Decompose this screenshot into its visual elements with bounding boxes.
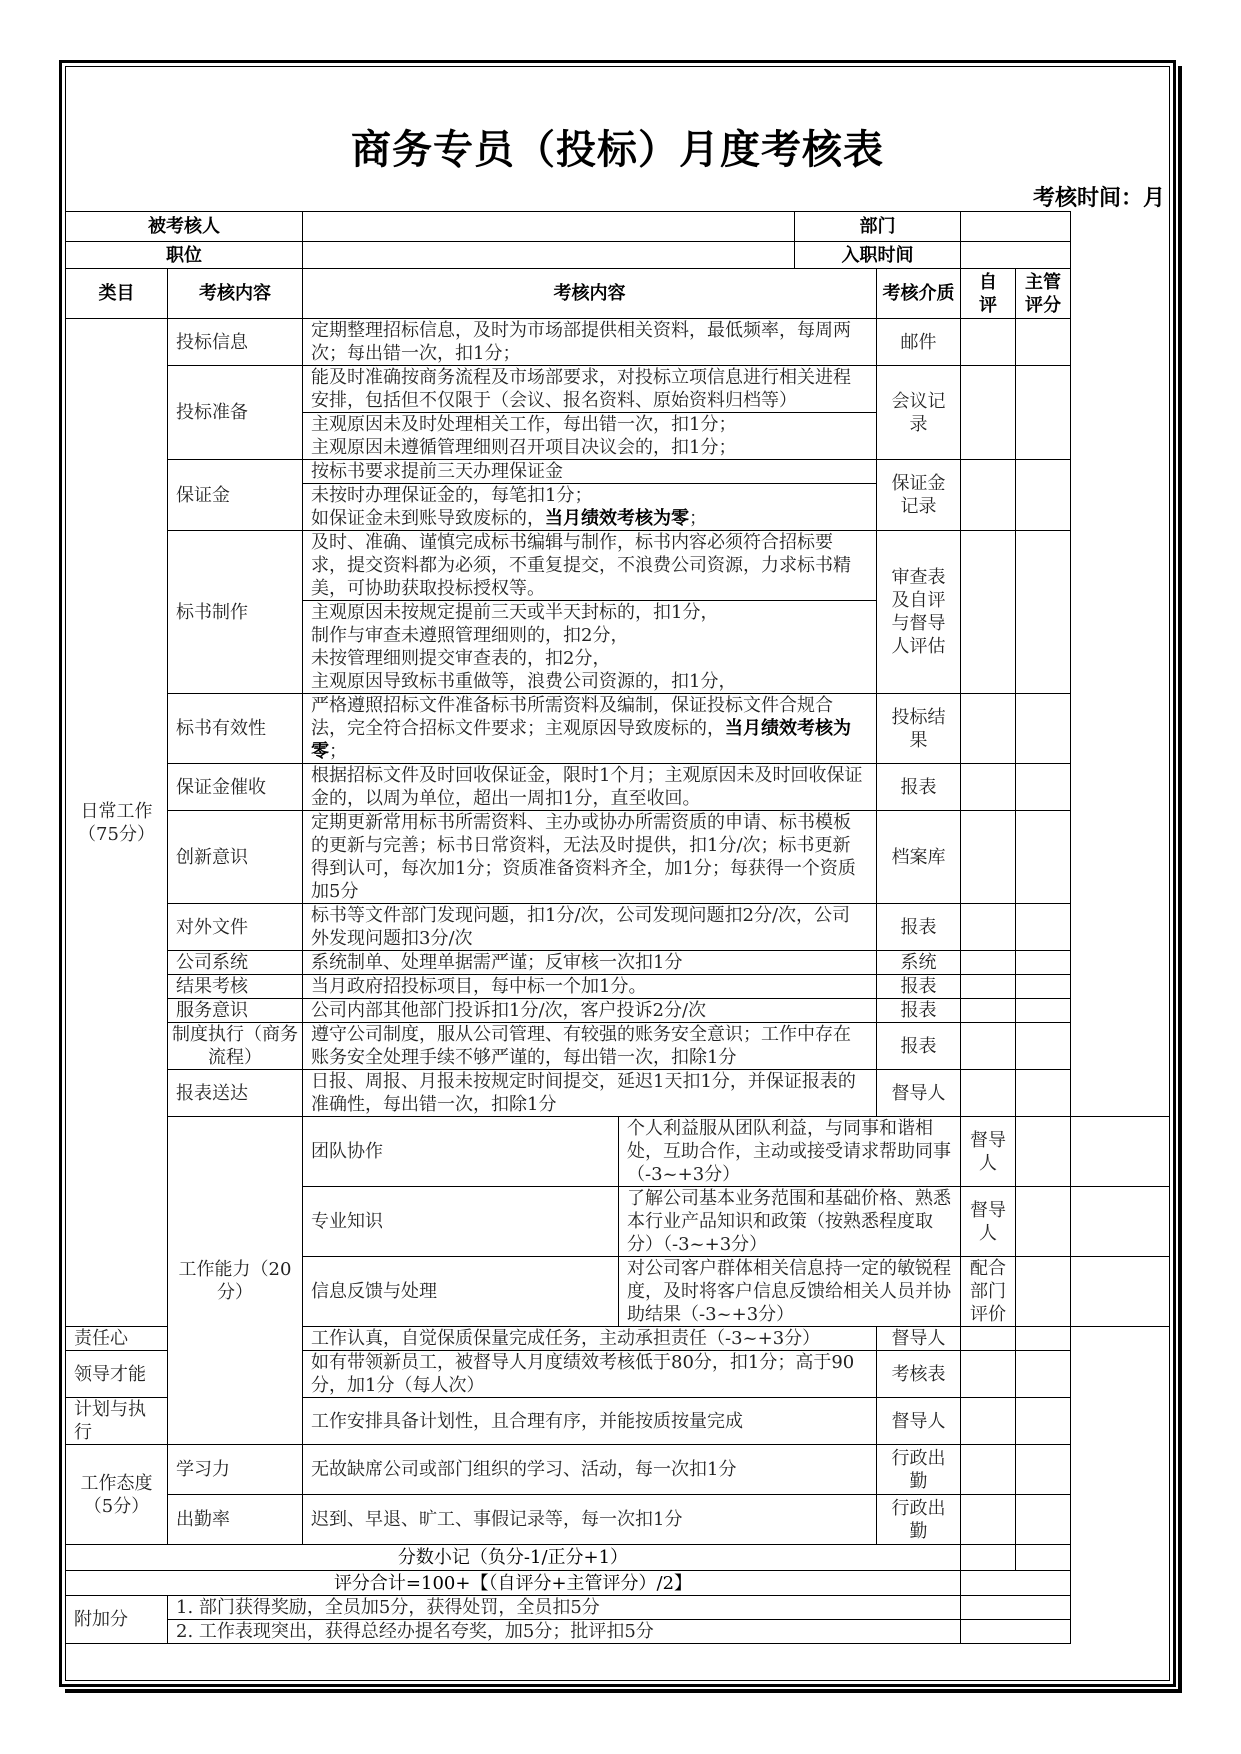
row-media: 督导人 [877, 1327, 961, 1351]
row-media: 配合部门评价 [961, 1257, 1016, 1327]
row-description: 定期更新常用标书所需资料、主办或协办所需资质的申请、标书模板的更新与完善；标书日常资料，无法及时提供，扣1分/次；标书更新得到认可，每次加1分；资质准备资料齐全，加1分；每获得一个资质加5分 [303, 811, 877, 904]
row-item: 创新意识 [168, 811, 303, 904]
header-self-score: 自评 [961, 269, 1016, 319]
row-description: 标书等文件部门发现问题，扣1分/次，公司发现问题扣2分/次，公司外发现问题扣3分/次 [303, 904, 877, 951]
row-media: 督导人 [961, 1117, 1016, 1187]
header-media: 考核介质 [877, 269, 961, 319]
table-row [66, 366, 1170, 413]
self-score-cell[interactable] [961, 951, 1016, 975]
desc-line: 主观原因未按规定提前三天或半天封标的，扣1分， [311, 602, 719, 623]
row-description: 及时、准确、谨慎完成标书编辑与制作，标书内容必须符合招标要求，提交资料都为必须，不重复提交，不浪费公司资源，力求标书精美，可协助获取投标授权等。 [303, 531, 877, 601]
row-description: 遵守公司制度，服从公司管理、有较强的账务安全意识；工作中存在账务安全处理手续不够严谨的，每出错一次，扣除1分 [303, 1023, 877, 1070]
row-media: 报表 [877, 999, 961, 1023]
manager-score-cell[interactable] [1071, 1187, 1170, 1257]
self-score-cell[interactable] [961, 1398, 1016, 1445]
assessment-table [65, 211, 1170, 1644]
header-content: 考核内容 [303, 269, 877, 319]
manager-score-cell[interactable] [1016, 1495, 1071, 1545]
self-score-cell[interactable] [961, 1327, 1016, 1351]
row-description: 能及时准确按商务流程及市场部要求，对投标立项信息进行相关进程安排，包括但不仅限于（会议、报名资料、原始资料归档等） [303, 366, 877, 413]
assessee-label: 被考核人 [66, 212, 303, 242]
row-description [303, 413, 877, 460]
bonus-item: 1. 部门获得奖励，全员加5分，获得处罚，全员扣5分 [168, 1596, 961, 1620]
row-description: 个人利益服从团队利益，与同事和谐相处，互助合作，主动或接受请求帮助同事（-3~+3分） [619, 1117, 961, 1187]
row-media: 行政出勤 [877, 1495, 961, 1545]
row-media: 投标结果 [877, 694, 961, 764]
desc-line: 主观原因未遵循管理细则召开项目决议会的，扣1分； [311, 437, 737, 458]
department-label: 部门 [795, 212, 961, 242]
row-media: 行政出勤 [877, 1445, 961, 1495]
join-date-label: 入职时间 [795, 242, 961, 269]
table-row [66, 694, 1170, 764]
row-item: 信息反馈与处理 [303, 1257, 619, 1327]
self-score-cell[interactable] [961, 1445, 1016, 1495]
manager-score-cell[interactable] [1016, 999, 1071, 1023]
table-row [66, 1495, 1170, 1545]
assessee-value[interactable] [303, 212, 795, 242]
self-score-cell[interactable] [961, 1351, 1016, 1398]
table-row [66, 460, 1170, 484]
row-media: 档案库 [877, 811, 961, 904]
manager-score-cell[interactable] [1071, 1257, 1170, 1327]
manager-score-cell[interactable] [1016, 904, 1071, 951]
row-description: 工作安排具备计划性，且合理有序，并能按质按量完成 [303, 1398, 877, 1445]
desc-line: 主观原因导致标书重做等，浪费公司资源的，扣1分， [311, 671, 737, 692]
subtotal-row [66, 1545, 1170, 1571]
self-score-cell[interactable] [961, 1495, 1016, 1545]
row-description: 无故缺席公司或部门组织的学习、活动，每一次扣1分 [303, 1445, 877, 1495]
manager-score-cell[interactable] [1016, 1070, 1071, 1117]
row-media: 督导人 [877, 1070, 961, 1117]
row-media: 报表 [877, 764, 961, 811]
manager-score-cell[interactable] [1016, 531, 1071, 694]
row-description: 迟到、早退、旷工、事假记录等，每一次扣1分 [303, 1495, 877, 1545]
row-description [303, 694, 877, 764]
row-media: 会议记录 [877, 366, 961, 460]
category-work-ability: 工作能力（20分） [168, 1117, 303, 1445]
info-row-2 [66, 242, 1170, 269]
table-row [66, 1445, 1170, 1495]
category-daily-work: 日常工作（75分） [66, 319, 168, 1327]
self-score-cell[interactable] [961, 1070, 1016, 1117]
table-row [66, 1023, 1170, 1070]
self-score-cell[interactable] [961, 1023, 1016, 1070]
row-item: 服务意识 [168, 999, 303, 1023]
desc-line: 主观原因未及时处理相关工作，每出错一次，扣1分； [311, 414, 737, 435]
bonus-item: 2. 工作表现突出，获得总经办提名夸奖，加5分；批评扣5分 [168, 1620, 961, 1644]
manager-score-cell[interactable] [1071, 1117, 1170, 1187]
row-item: 保证金催收 [168, 764, 303, 811]
row-media: 考核表 [877, 1351, 961, 1398]
row-item: 责任心 [66, 1327, 168, 1351]
row-description: 按标书要求提前三天办理保证金 [303, 460, 877, 484]
info-row-1 [66, 212, 1170, 242]
row-media: 报表 [877, 975, 961, 999]
header-row [66, 269, 1170, 319]
table-row [66, 951, 1170, 975]
row-media: 督导人 [877, 1398, 961, 1445]
table-row [66, 1070, 1170, 1117]
row-media: 审查表及自评与督导人评估 [877, 531, 961, 694]
self-score-cell[interactable] [1016, 1187, 1071, 1257]
assessment-period-label: 考核时间：月 [1032, 186, 1165, 211]
row-item: 投标准备 [168, 366, 303, 460]
desc-text: 如保证金未到账导致废标的， [311, 508, 545, 529]
bonus-row [66, 1596, 1170, 1620]
table-row [66, 319, 1170, 366]
row-item: 专业知识 [303, 1187, 619, 1257]
row-description: 定期整理招标信息，及时为市场部提供相关资料，最低频率，每周两次；每出错一次，扣1分； [303, 319, 877, 366]
table-row [66, 975, 1170, 999]
row-item: 标书有效性 [168, 694, 303, 764]
bonus-row [66, 1620, 1170, 1644]
row-item: 领导才能 [66, 1351, 168, 1398]
desc-line: 未按时办理保证金的，每笔扣1分； [311, 485, 593, 506]
bonus-score-cell[interactable] [961, 1620, 1071, 1644]
self-score-cell[interactable] [961, 319, 1016, 366]
table-row [66, 999, 1170, 1023]
manager-score-cell[interactable] [1016, 1398, 1071, 1445]
page-title: 商务专员（投标）月度考核表 [351, 127, 884, 173]
manager-score-cell[interactable] [1016, 951, 1071, 975]
row-description [303, 484, 877, 531]
table-row [66, 531, 1170, 601]
row-item: 投标信息 [168, 319, 303, 366]
self-score-cell[interactable] [961, 531, 1016, 694]
row-description: 公司内部其他部门投诉扣1分/次，客户投诉2分/次 [303, 999, 877, 1023]
department-value[interactable] [961, 212, 1071, 242]
row-description: 当月政府招投标项目，每中标一个加1分。 [303, 975, 877, 999]
join-date-value[interactable] [961, 242, 1071, 269]
subtotal-label: 分数小记（负分-1/正分+1） [66, 1545, 961, 1571]
row-item: 出勤率 [168, 1495, 303, 1545]
header-manager-score: 主管评分 [1016, 269, 1071, 319]
self-score-cell[interactable] [961, 460, 1016, 531]
self-score-cell[interactable] [961, 366, 1016, 460]
manager-score-cell[interactable] [1016, 1351, 1071, 1398]
subtotal-manager-cell[interactable] [1016, 1545, 1071, 1571]
manager-score-cell[interactable] [1016, 319, 1071, 366]
row-description: 工作认真，自觉保质保量完成任务，主动承担责任（-3~+3分） [303, 1327, 877, 1351]
manager-score-cell[interactable] [1016, 460, 1071, 531]
desc-text: 严格遵照招标文件准备标书所需资料及编制，保证投标文件合规合法，完全符合招标文件要求；主观原因导致废标的， [311, 695, 833, 739]
self-score-cell[interactable] [961, 764, 1016, 811]
row-description: 了解公司基本业务范围和基础价格、熟悉本行业产品知识和政策（按熟悉程度取分）（-3~+3分） [619, 1187, 961, 1257]
header-category: 类目 [66, 269, 168, 319]
table-row [66, 904, 1170, 951]
desc-line: 未按管理细则提交审查表的，扣2分， [311, 648, 611, 669]
row-item: 保证金 [168, 460, 303, 531]
zero-performance-note: 当月绩效考核为零 [311, 718, 851, 762]
total-formula: 评分合计=100+【（自评分+主管评分）/2】 [66, 1571, 961, 1596]
position-label: 职位 [66, 242, 303, 269]
row-media: 保证金记录 [877, 460, 961, 531]
manager-score-cell[interactable] [1016, 1445, 1071, 1495]
self-score-cell[interactable] [961, 811, 1016, 904]
total-row [66, 1571, 1170, 1596]
row-media: 报表 [877, 1023, 961, 1070]
row-item: 标书制作 [168, 531, 303, 694]
table-row [66, 1117, 1170, 1187]
row-description: 如有带领新员工，被督导人月度绩效考核低于80分，扣1分；高于90分，加1分（每人次） [303, 1351, 877, 1398]
self-score-cell[interactable] [961, 999, 1016, 1023]
desc-text: ； [329, 741, 347, 762]
row-description: 根据招标文件及时回收保证金，限时1个月；主观原因未及时回收保证金的，以周为单位，超出一周扣1分，直至收回。 [303, 764, 877, 811]
desc-text: ； [689, 508, 707, 529]
position-value[interactable] [303, 242, 795, 269]
row-item: 制度执行（商务流程） [168, 1023, 303, 1070]
row-item: 团队协作 [303, 1117, 619, 1187]
row-media: 督导人 [961, 1187, 1016, 1257]
self-score-cell[interactable] [961, 694, 1016, 764]
manager-score-cell[interactable] [1016, 975, 1071, 999]
self-score-cell[interactable] [1016, 1117, 1071, 1187]
category-work-attitude: 工作态度（5分） [66, 1445, 168, 1545]
manager-score-cell[interactable] [1016, 694, 1071, 764]
subtotal-self-cell[interactable] [961, 1545, 1016, 1571]
bonus-score-cell[interactable] [961, 1596, 1071, 1620]
row-item: 公司系统 [168, 951, 303, 975]
row-description [303, 601, 877, 694]
self-score-cell[interactable] [961, 975, 1016, 999]
desc-line: 制作与审查未遵照管理细则的，扣2分， [311, 625, 629, 646]
manager-score-cell[interactable] [1016, 764, 1071, 811]
row-media: 报表 [877, 904, 961, 951]
manager-score-cell[interactable] [1016, 811, 1071, 904]
zero-performance-note: 当月绩效考核为零 [545, 508, 689, 529]
row-item: 报表送达 [168, 1070, 303, 1117]
row-item: 对外文件 [168, 904, 303, 951]
row-description: 对公司客户群体相关信息持一定的敏锐程度，及时将客户信息反馈给相关人员并协助结果（-3~+3分） [619, 1257, 961, 1327]
manager-score-cell[interactable] [1016, 366, 1071, 460]
total-score-cell[interactable] [961, 1571, 1071, 1596]
table-row [66, 811, 1170, 904]
row-item: 结果考核 [168, 975, 303, 999]
self-score-cell[interactable] [1016, 1257, 1071, 1327]
self-score-cell[interactable] [961, 904, 1016, 951]
manager-score-cell[interactable] [1016, 1327, 1071, 1351]
manager-score-cell[interactable] [1016, 1023, 1071, 1070]
row-item: 学习力 [168, 1445, 303, 1495]
row-media: 系统 [877, 951, 961, 975]
header-item: 考核内容 [168, 269, 303, 319]
row-media: 邮件 [877, 319, 961, 366]
row-description: 日报、周报、月报未按规定时间提交，延迟1天扣1分，并保证报表的准确性，每出错一次，扣除1分 [303, 1070, 877, 1117]
table-row [66, 764, 1170, 811]
desc-line [311, 507, 868, 530]
row-description: 系统制单、处理单据需严谨；反审核一次扣1分 [303, 951, 877, 975]
row-item: 计划与执行 [66, 1398, 168, 1445]
bonus-label: 附加分 [66, 1596, 168, 1644]
